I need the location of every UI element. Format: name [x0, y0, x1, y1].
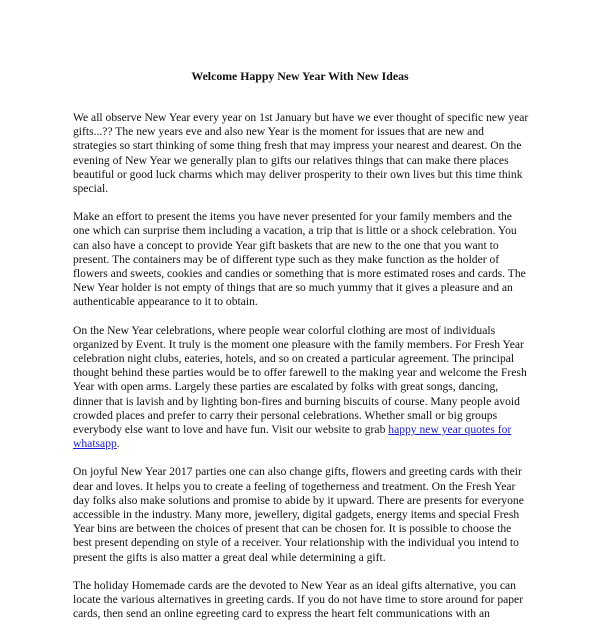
paragraph-3-period: .: [116, 437, 120, 451]
document-title: Welcome Happy New Year With New Ideas: [191, 69, 409, 83]
paragraph-3-text: On the New Year celebrations, where people wear colorful clothing are most of individuals organized by Event. It truly is the moment one pleasure with the family members. For Fresh Year celebration night clubs, eateries, hotels, and so on created a particular agreement. The principal thought behind these parties would be to offer farewell to the making year and welcome the Fresh Year with open arms. Largely these parties are escalated by folks with great songs, dancing, dinner that is lavish and by lighting bon-fires and burning biscuits of course. Many people avoid crowded places and prefer to carry their personal celebrations. Whether small or big groups everybody else want to love and have fun. Visit our website to grab: [73, 323, 527, 437]
paragraph-2: Make an effort to present the items you have never presented for your family members and the one which can surprise them including a vacation, a trip that is little or a shock celebration. You can also have a concept to provide Year gift baskets that are new to the one that you want to present. The containers may be of different type such as they make function as the holder of flowers and sweets, cookies and candies or something that is more estimated roses and cards. The New Year holder is not empty of things that are so much yummy that it gives a pleasure and an authenticable appearance to it to obtain.: [73, 210, 526, 309]
paragraph-3: [73, 324, 529, 452]
paragraph-1: We all observe New Year every year on 1st January but have we ever thought of specific new year gifts...?? The new years eve and also new Year is the moment for issues that are new and strategies so start thinking of some thing fresh that may impress your nearest and dearest. On the evening of New Year we generally plan to gifts our relatives things that can make there places beautiful or good luck charms which may deliver prosperity to their own lives but this time think special.: [73, 111, 529, 196]
quotes-link[interactable]: happy new year quotes for whatsapp: [73, 423, 512, 451]
document-body: [73, 111, 529, 636]
paragraph-4: On joyful New Year 2017 parties one can also change gifts, flowers and greeting cards with their dear and loves. It helps you to create a feeling of togetherness and treatment. On the Fresh Year day folks also make solutions and promise to abide by it upward. There are presents for everyone accessible in the industry. Many more, jewellery, digital gadgets, energy items and special Fresh Year bins are between the choices of present that can be chosen for. It is possible to choose the best present depending on style of a receiver. Your relationship with the individual you intend to present the gifts is also matter a great deal while determining a gift.: [73, 465, 524, 564]
paragraph-5: The holiday Homemade cards are the devoted to New Year as an ideal gifts alternative, you can locate the various alternatives in greeting cards. If you do not have time to store around for paper cards, then send an online egreeting card to express the heart felt communications with an: [73, 578, 524, 621]
